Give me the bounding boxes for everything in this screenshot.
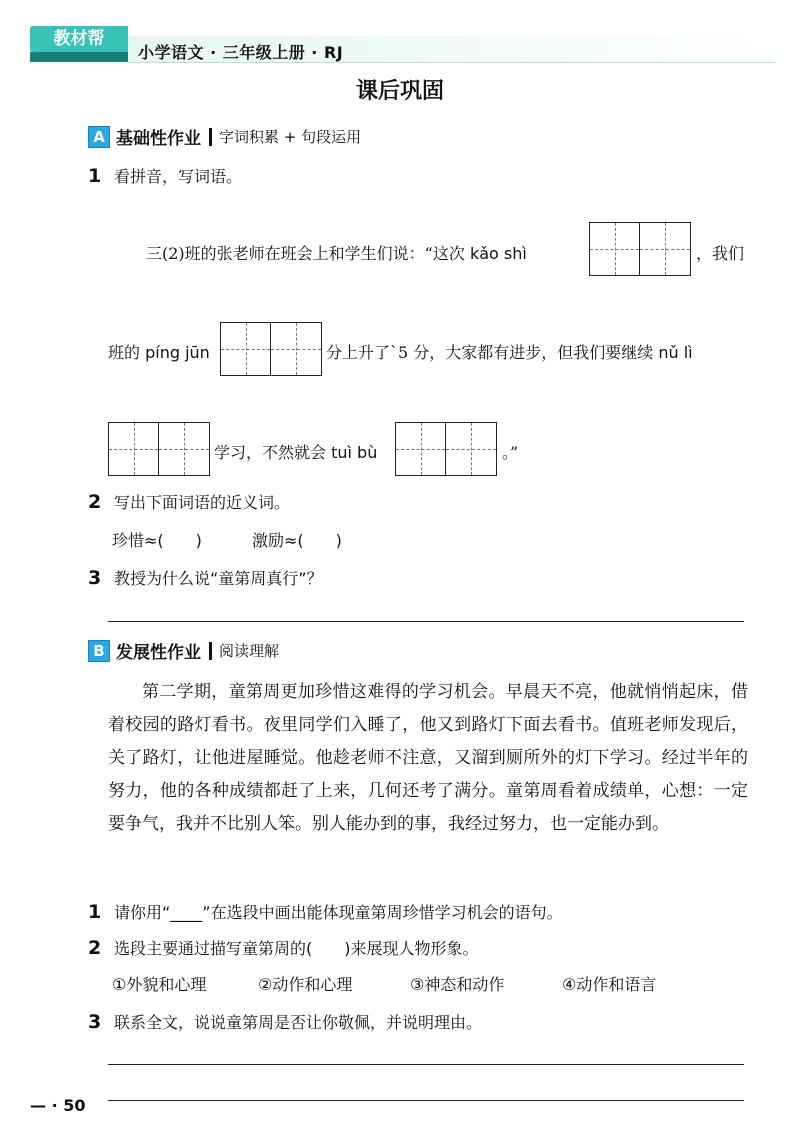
question-a2-text: 写出下面词语的近义词。 bbox=[114, 493, 291, 512]
section-a-badge: A bbox=[88, 126, 110, 148]
reading-passage bbox=[108, 676, 748, 841]
question-b1-number: 1 bbox=[88, 901, 102, 923]
question-b2-text: 选段主要通过描写童第周的( )来展现人物形象。 bbox=[114, 939, 479, 958]
writing-grid-pingjun[interactable] bbox=[220, 322, 322, 376]
header-brand-shadow bbox=[30, 52, 128, 62]
answer-line-a3[interactable] bbox=[108, 621, 744, 622]
question-b3-number: 3 bbox=[88, 1011, 102, 1033]
q1-line2-prefix bbox=[108, 340, 210, 363]
q1-line3-suffix: 。” bbox=[502, 443, 519, 462]
answer-line-b3-2[interactable] bbox=[108, 1100, 744, 1101]
writing-cell[interactable] bbox=[159, 423, 209, 475]
writing-grid-tuibu[interactable] bbox=[395, 422, 497, 476]
writing-cell[interactable] bbox=[271, 323, 321, 375]
page-title: 课后巩固 bbox=[355, 79, 444, 104]
writing-cell[interactable] bbox=[396, 423, 446, 475]
section-a-header bbox=[88, 124, 361, 149]
writing-grid-kaoshi[interactable] bbox=[589, 222, 691, 276]
question-b2 bbox=[88, 936, 479, 959]
writing-cell[interactable] bbox=[446, 423, 496, 475]
writing-cell[interactable] bbox=[590, 223, 640, 275]
header-brand: 教材帮 bbox=[30, 26, 128, 52]
q1-line2-middle bbox=[326, 340, 746, 363]
pinyin-kaoshi: kǎo shì bbox=[469, 244, 527, 263]
question-a1-text: 看拼音，写词语。 bbox=[114, 167, 243, 186]
q1-line3-middle bbox=[214, 440, 377, 463]
question-a3 bbox=[88, 566, 323, 589]
section-b-badge: B bbox=[88, 640, 110, 662]
section-a-title: 基础性作业 bbox=[116, 129, 201, 149]
option-1[interactable]: ①外貌和心理 bbox=[112, 975, 207, 994]
section-b-header bbox=[88, 638, 279, 663]
answer-line-b3-1[interactable] bbox=[108, 1064, 744, 1065]
question-b1-text: 请你用“____”在选段中画出能体现童第周珍惜学习机会的语句。 bbox=[114, 903, 563, 922]
pinyin-tuibu: tuì bù bbox=[331, 443, 378, 462]
header-series: 小学语文 · 三年级上册 · RJ bbox=[138, 43, 344, 62]
question-a2-number: 2 bbox=[88, 491, 102, 513]
q1-line3-text: 学习，不然就会 bbox=[214, 443, 332, 462]
question-b3-text: 联系全文，说说童第周是否让你敬佩，并说明理由。 bbox=[114, 1013, 483, 1032]
question-b1 bbox=[88, 900, 563, 923]
section-a-subtitle: 字词积累 + 句段运用 bbox=[219, 128, 362, 146]
synonym-item-2[interactable]: 激励≈( ) bbox=[252, 531, 342, 550]
section-a-divider bbox=[209, 128, 212, 146]
question-a2 bbox=[88, 490, 290, 513]
q1-line1-prefix bbox=[146, 241, 527, 264]
writing-cell[interactable] bbox=[109, 423, 159, 475]
section-b-title: 发展性作业 bbox=[116, 643, 201, 663]
question-b3 bbox=[88, 1010, 482, 1033]
page-number: — · 50 bbox=[30, 1096, 86, 1115]
writing-cell[interactable] bbox=[221, 323, 271, 375]
option-4[interactable]: ④动作和语言 bbox=[562, 975, 657, 994]
q1-line1-suffix: ，我们 bbox=[696, 244, 745, 263]
pinyin-nuli: nǔ lì bbox=[658, 343, 693, 362]
synonym-item-1[interactable]: 珍惜≈( ) bbox=[112, 531, 202, 550]
q1-line1-text: 三(2)班的张老师在班会上和学生们说：“这次 bbox=[146, 244, 470, 263]
question-a1-number: 1 bbox=[88, 165, 102, 187]
question-a3-number: 3 bbox=[88, 567, 102, 589]
q1-line2-text: 班的 bbox=[108, 343, 146, 362]
writing-grid-nuli[interactable] bbox=[108, 422, 210, 476]
option-3[interactable]: ③神态和动作 bbox=[410, 975, 505, 994]
question-a3-text: 教授为什么说“童第周真行”？ bbox=[114, 569, 323, 588]
option-2[interactable]: ②动作和心理 bbox=[258, 975, 353, 994]
pinyin-pingjun: píng jūn bbox=[145, 343, 210, 362]
question-b2-number: 2 bbox=[88, 937, 102, 959]
writing-cell[interactable] bbox=[640, 223, 690, 275]
passage-paragraph: 第二学期，童第周更加珍惜这难得的学习机会。早晨天不亮，他就悄悄起床，借着校园的路灯看书。夜里同学们入睡了，他又到路灯下面去看书。值班老师发现后，关了路灯，让他进屋睡觉。他趁老师不注意，又溜到厕所外的灯下学习。经过半年的努力，他的各种成绩都赶了上来，几何还考了满分。童第周看着成绩单，心想：一定要争气，我并不比别人笨。别人能办到的事，我经过努力，也一定能办到。 bbox=[108, 682, 748, 834]
section-b-subtitle: 阅读理解 bbox=[219, 642, 280, 660]
question-a1 bbox=[88, 164, 242, 187]
section-b-divider bbox=[209, 642, 212, 660]
q1-line2-middle-text: 分上升了`5 分，大家都有进步，但我们要继续 bbox=[326, 343, 659, 362]
